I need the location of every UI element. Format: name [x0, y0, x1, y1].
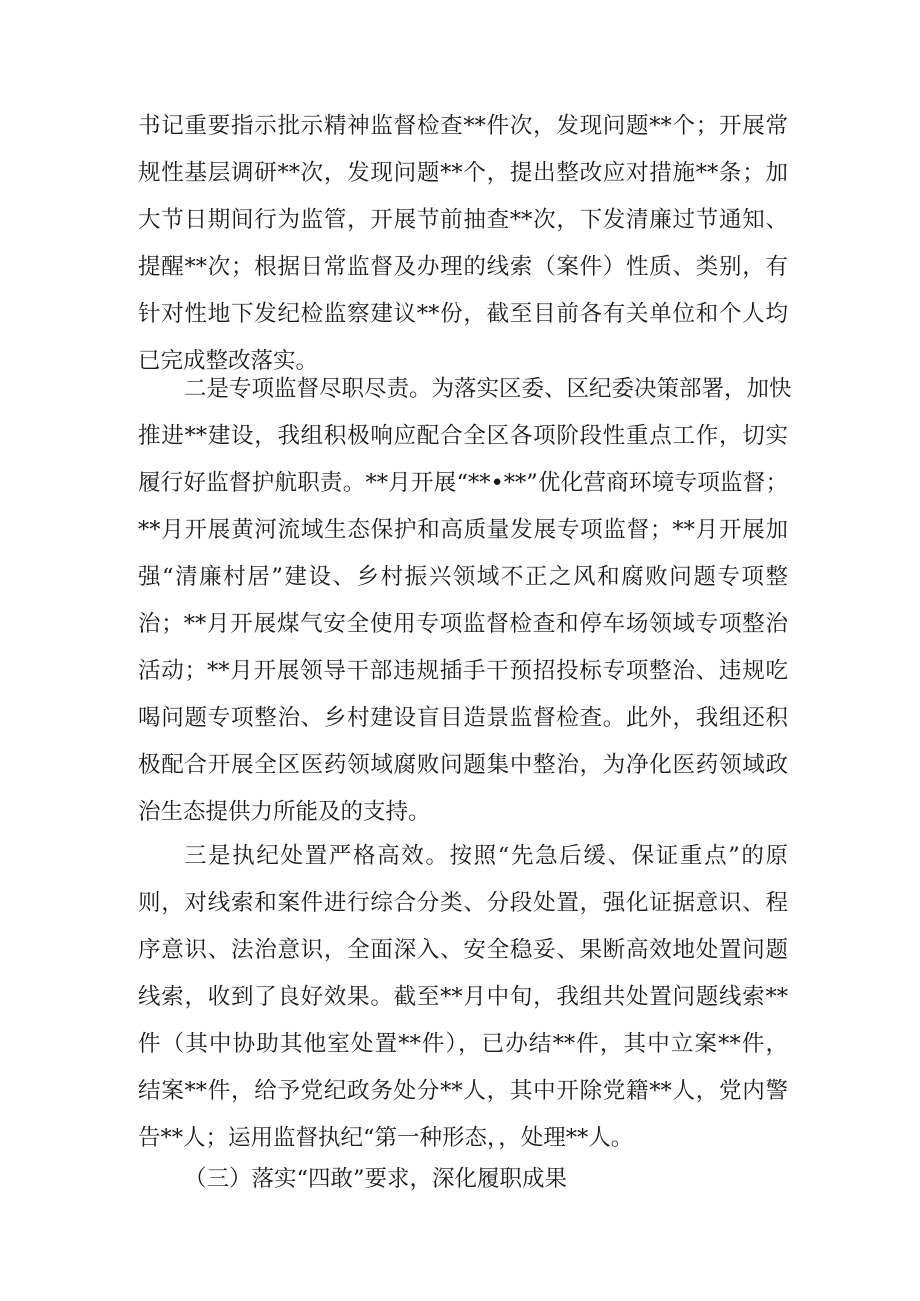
paragraph-line: 极配合开展全区医药领域腐败问题集中整治，为净化医药领域政: [138, 752, 788, 778]
paragraph-line: 推进**建设，我组积极响应配合全区各项阶段性重点工作，切实: [138, 423, 788, 449]
paragraph-3: [138, 833, 788, 1162]
paragraph-line: 已完成整改落实。: [138, 348, 319, 374]
paragraph-1: [138, 103, 788, 385]
section-heading: （三）落实“四敢”要求，深化履职成果: [184, 1166, 568, 1192]
paragraph-line: 治生态提供力所能及的支持。: [138, 799, 431, 825]
paragraph-line: 提醒**次；根据日常监督及办理的线索（案件）性质、类别，有: [138, 254, 788, 280]
paragraph-line: 序意识、法治意识，全面深入、安全稳妥、果断高效地处置问题: [138, 937, 788, 963]
paragraph-line: 三是执纪处置严格高效。按照“先急后缓、保证重点”的原: [184, 843, 788, 869]
paragraph-line: 针对性地下发纪检监察建议**份，截至目前各有关单位和个人均: [138, 301, 788, 327]
paragraph-line: 件（其中协助其他室处置**件），已办结**件，其中立案**件，: [138, 1031, 788, 1057]
paragraph-2: [138, 366, 792, 836]
paragraph-line: 则，对线索和案件进行综合分类、分段处置，强化证据意识、程: [138, 890, 788, 916]
paragraph-line: 书记重要指示批示精神监督检查**件次，发现问题**个；开展常: [138, 113, 788, 139]
paragraph-line: 线索，收到了良好效果。截至**月中旬，我组共处置问题线索**: [138, 984, 788, 1010]
section-heading-block: [138, 1156, 788, 1203]
paragraph-line: 大节日期间行为监管，开展节前抽查**次，下发清廉过节通知、: [138, 207, 788, 233]
paragraph-line: 告**人；运用监督执纪“第一种形态，，处理**人。: [138, 1125, 634, 1151]
paragraph-line: 二是专项监督尽职尽责。为落实区委、区纪委决策部署，加快: [184, 376, 792, 402]
paragraph-line: 履行好监督护航职责。**月开展“**•**”优化营商环境专项监督；: [138, 470, 788, 496]
paragraph-line: 规性基层调研**次，发现问题**个，提出整改应对措施**条；加: [138, 160, 788, 186]
paragraph-line: 治；**月开展煤气安全使用专项监督检查和停车场领域专项整治: [138, 611, 788, 637]
paragraph-line: 强“清廉村居”建设、乡村振兴领域不正之风和腐败问题专项整: [138, 564, 788, 590]
paragraph-line: **月开展黄河流域生态保护和高质量发展专项监督；**月开展加: [138, 517, 788, 543]
paragraph-line: 结案**件，给予党纪政务处分**人，其中开除党籍**人，党内警: [138, 1078, 788, 1104]
paragraph-line: 活动；**月开展领导干部违规插手干预招投标专项整治、违规吃: [138, 658, 788, 684]
paragraph-line: 喝问题专项整治、乡村建设盲目造景监督检查。此外，我组还积: [138, 705, 788, 731]
